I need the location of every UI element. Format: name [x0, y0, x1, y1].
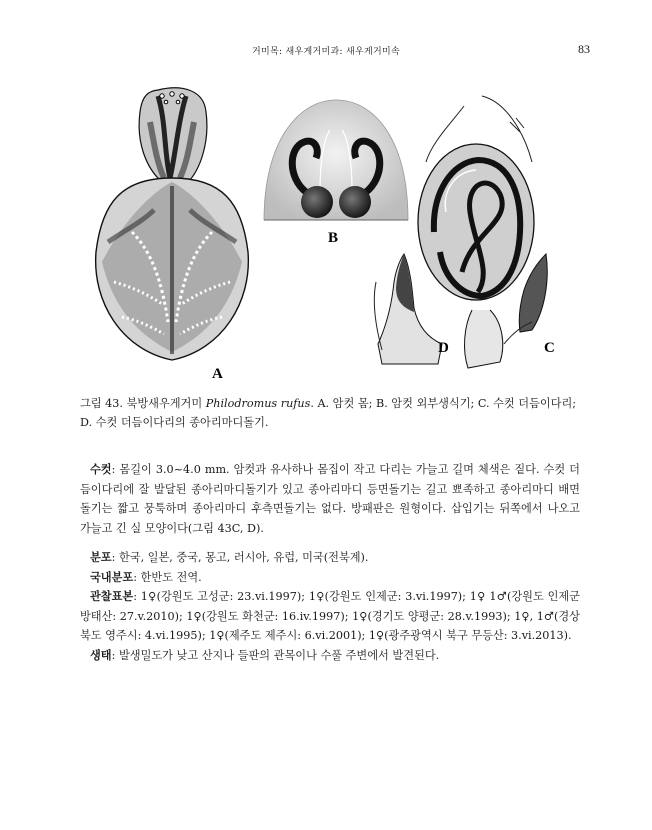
distribution-block: [80, 548, 580, 665]
panel-a-female-body: [96, 88, 249, 382]
ecology-text: : 발생밀도가 낮고 산지나 들판의 관목이나 수풀 주변에서 발견된다.: [111, 648, 440, 662]
panel-b-epigynum: [264, 100, 408, 246]
running-head: 거미목: 새우게거미과: 새우게거미속: [252, 47, 400, 57]
caption-prefix: 그림 43. 북방새우게거미: [80, 397, 206, 410]
specimens-line: [80, 587, 580, 646]
caption-suffix: . A. 암컷 몸; B. 암컷 외부생식기; C. 수컷 더듬이다리; D. 수컷 더듬이다리의 종아리마디돌기.: [80, 397, 577, 429]
panel-label-b: B: [328, 230, 339, 246]
panel-label-a: A: [212, 366, 223, 382]
ecology-label: 생태: [90, 647, 112, 662]
korea-distribution-text: : 한반도 전역.: [133, 570, 202, 584]
korea-distribution-line: [80, 568, 580, 588]
male-text: : 몸길이 3.0~4.0 mm. 암컷과 유사하나 몸집이 작고 다리는 가늘고 길며 체색은 짙다. 수컷 더듬이다리에 잘 발달된 종아리마디돌기가 있고 종아리마디 등면돌기는 길고 뾰족하고 종아리마디 배면돌기는 짧고 뭉툭하며 종아리마디 후측면돌기는 없다. 방패판은 원형이다. 삽입기는 뒤쪽에서 나오고 가늘고 긴 실 모양이다(그림 43C, D).: [80, 463, 580, 535]
male-label: 수컷: [90, 462, 112, 476]
panel-label-c: C: [544, 340, 555, 356]
figure-caption: [80, 394, 580, 432]
male-description: [80, 460, 580, 538]
specimens-text: : 1♀(강원도 고성군: 23.vi.1997); 1♀(강원도 인제군: 3.vi.1997); 1♀ 1♂(강원도 인제군 방태산: 27.v.2010); 1♀(강원도 화천군: 16.iv.1997); 1♀(경기도 양평군: 28.v.1993); 1♀, 1♂(경상북도 영주시: 4.vi.1995); 1♀(제주도 제주시: 6.vi.2001); 1♀(광주광역시 북구 무등산: 3.vi.2013).: [80, 590, 580, 642]
panel-label-d: D: [438, 340, 449, 356]
panel-c-male-palp: [418, 96, 555, 368]
figure-43: [92, 82, 572, 382]
figure-illustration: [92, 82, 572, 382]
korea-distribution-label: 국내분포: [90, 569, 134, 584]
distribution-label: 분포: [90, 550, 112, 564]
ecology-line: [80, 646, 580, 666]
caption-species: Philodromus rufus: [205, 397, 311, 410]
distribution-text: : 한국, 일본, 중국, 몽고, 러시아, 유럽, 미국(전북계).: [111, 551, 369, 564]
distribution-line: [80, 548, 580, 568]
page-number: 83: [578, 42, 590, 56]
specimens-label: 관찰표본: [90, 589, 134, 603]
